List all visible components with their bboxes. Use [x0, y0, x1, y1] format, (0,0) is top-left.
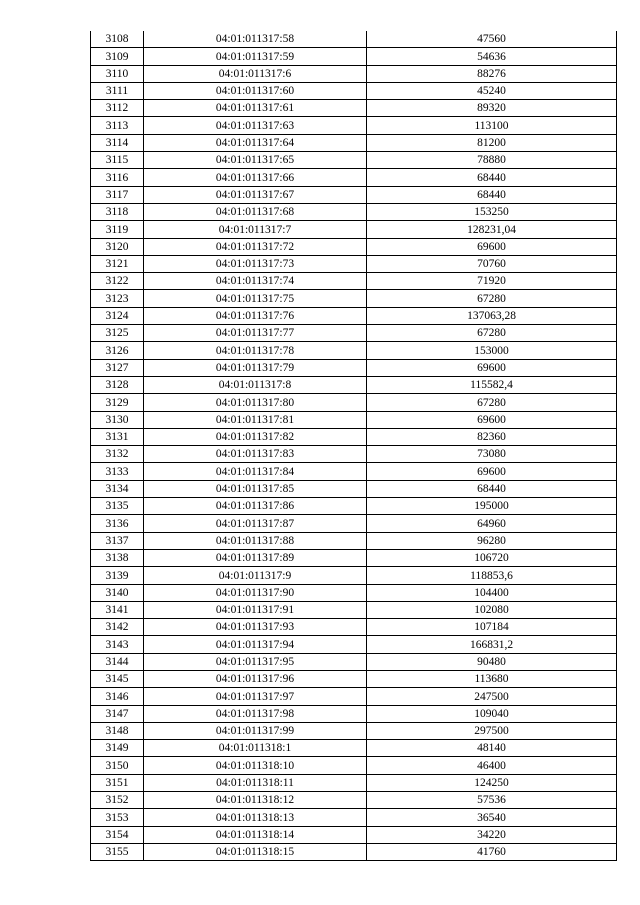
row-number-cell: 3138 — [91, 549, 144, 566]
table-row — [91, 394, 617, 411]
row-number-cell: 3152 — [91, 792, 144, 809]
cadastral-value-cell: 195000 — [367, 498, 617, 515]
row-number-cell: 3145 — [91, 670, 144, 687]
cadastral-value-cell: 153000 — [367, 342, 617, 359]
row-number-cell: 3123 — [91, 290, 144, 307]
row-number-cell: 3132 — [91, 446, 144, 463]
table-row — [91, 515, 617, 532]
cadastral-number-cell: 04:01:011317:97 — [144, 688, 367, 705]
row-number-cell: 3139 — [91, 567, 144, 584]
table-row — [91, 411, 617, 428]
cadastral-number-cell: 04:01:011317:83 — [144, 446, 367, 463]
cadastral-number-cell: 04:01:011317:96 — [144, 670, 367, 687]
cadastral-value-cell: 70760 — [367, 255, 617, 272]
cadastral-value-cell: 124250 — [367, 774, 617, 791]
table-row — [91, 446, 617, 463]
row-number-cell: 3142 — [91, 619, 144, 636]
table-body — [91, 31, 617, 861]
cadastral-value-cell: 82360 — [367, 428, 617, 445]
cadastral-number-cell: 04:01:011318:12 — [144, 792, 367, 809]
cadastral-value-cell: 90480 — [367, 653, 617, 670]
cadastral-value-cell: 113680 — [367, 670, 617, 687]
cadastral-number-cell: 04:01:011317:65 — [144, 152, 367, 169]
cadastral-number-cell: 04:01:011318:15 — [144, 843, 367, 860]
table-row — [91, 567, 617, 584]
table-row — [91, 601, 617, 618]
cadastral-value-cell: 41760 — [367, 843, 617, 860]
row-number-cell: 3122 — [91, 273, 144, 290]
row-number-cell: 3140 — [91, 584, 144, 601]
cadastral-number-cell: 04:01:011317:72 — [144, 238, 367, 255]
cadastral-value-cell: 137063,28 — [367, 307, 617, 324]
table-row — [91, 307, 617, 324]
table-row — [91, 619, 617, 636]
cadastral-value-cell: 67280 — [367, 325, 617, 342]
cadastral-number-cell: 04:01:011317:58 — [144, 31, 367, 48]
cadastral-number-cell: 04:01:011317:74 — [144, 273, 367, 290]
table-row — [91, 65, 617, 82]
row-number-cell: 3144 — [91, 653, 144, 670]
cadastral-number-cell: 04:01:011317:60 — [144, 82, 367, 99]
cadastral-number-cell: 04:01:011317:93 — [144, 619, 367, 636]
cadastral-number-cell: 04:01:011318:1 — [144, 740, 367, 757]
cadastral-number-cell: 04:01:011317:61 — [144, 100, 367, 117]
cadastral-value-cell: 45240 — [367, 82, 617, 99]
cadastral-value-cell: 68440 — [367, 186, 617, 203]
table-row — [91, 428, 617, 445]
cadastral-value-cell: 78880 — [367, 152, 617, 169]
cadastral-number-cell: 04:01:011317:99 — [144, 722, 367, 739]
cadastral-value-cell: 67280 — [367, 394, 617, 411]
cadastral-value-cell: 36540 — [367, 809, 617, 826]
table-row — [91, 809, 617, 826]
cadastral-number-cell: 04:01:011317:80 — [144, 394, 367, 411]
table-row — [91, 463, 617, 480]
table-row — [91, 376, 617, 393]
cadastral-number-cell: 04:01:011317:98 — [144, 705, 367, 722]
row-number-cell: 3109 — [91, 48, 144, 65]
row-number-cell: 3121 — [91, 255, 144, 272]
table-row — [91, 82, 617, 99]
table-row — [91, 359, 617, 376]
row-number-cell: 3147 — [91, 705, 144, 722]
cadastral-number-cell: 04:01:011317:59 — [144, 48, 367, 65]
cadastral-number-cell: 04:01:011317:68 — [144, 203, 367, 220]
row-number-cell: 3130 — [91, 411, 144, 428]
table-row — [91, 826, 617, 843]
row-number-cell: 3141 — [91, 601, 144, 618]
cadastral-value-cell: 106720 — [367, 549, 617, 566]
table-row — [91, 722, 617, 739]
cadastral-number-cell: 04:01:011317:91 — [144, 601, 367, 618]
row-number-cell: 3143 — [91, 636, 144, 653]
cadastral-value-cell: 64960 — [367, 515, 617, 532]
row-number-cell: 3136 — [91, 515, 144, 532]
table-row — [91, 480, 617, 497]
cadastral-number-cell: 04:01:011317:86 — [144, 498, 367, 515]
cadastral-number-cell: 04:01:011317:82 — [144, 428, 367, 445]
row-number-cell: 3112 — [91, 100, 144, 117]
table-row — [91, 325, 617, 342]
row-number-cell: 3131 — [91, 428, 144, 445]
row-number-cell: 3137 — [91, 532, 144, 549]
table-row — [91, 636, 617, 653]
table-row — [91, 273, 617, 290]
row-number-cell: 3124 — [91, 307, 144, 324]
row-number-cell: 3120 — [91, 238, 144, 255]
cadastral-number-cell: 04:01:011317:90 — [144, 584, 367, 601]
table-row — [91, 740, 617, 757]
cadastral-number-cell: 04:01:011317:88 — [144, 532, 367, 549]
table-row — [91, 792, 617, 809]
cadastral-value-table — [90, 31, 617, 861]
table-row — [91, 134, 617, 151]
cadastral-number-cell: 04:01:011317:84 — [144, 463, 367, 480]
row-number-cell: 3134 — [91, 480, 144, 497]
cadastral-number-cell: 04:01:011317:87 — [144, 515, 367, 532]
table-row — [91, 342, 617, 359]
row-number-cell: 3153 — [91, 809, 144, 826]
cadastral-number-cell: 04:01:011318:11 — [144, 774, 367, 791]
table-row — [91, 584, 617, 601]
table-row — [91, 705, 617, 722]
cadastral-number-cell: 04:01:011318:13 — [144, 809, 367, 826]
table-row — [91, 290, 617, 307]
row-number-cell: 3148 — [91, 722, 144, 739]
cadastral-number-cell: 04:01:011317:81 — [144, 411, 367, 428]
cadastral-number-cell: 04:01:011317:64 — [144, 134, 367, 151]
row-number-cell: 3133 — [91, 463, 144, 480]
row-number-cell: 3128 — [91, 376, 144, 393]
cadastral-number-cell: 04:01:011317:79 — [144, 359, 367, 376]
cadastral-number-cell: 04:01:011317:67 — [144, 186, 367, 203]
cadastral-number-cell: 04:01:011317:75 — [144, 290, 367, 307]
table-row — [91, 31, 617, 48]
cadastral-value-cell: 69600 — [367, 238, 617, 255]
row-number-cell: 3114 — [91, 134, 144, 151]
table-row — [91, 169, 617, 186]
row-number-cell: 3151 — [91, 774, 144, 791]
cadastral-number-cell: 04:01:011317:6 — [144, 65, 367, 82]
cadastral-value-cell: 102080 — [367, 601, 617, 618]
row-number-cell: 3110 — [91, 65, 144, 82]
row-number-cell: 3115 — [91, 152, 144, 169]
cadastral-number-cell: 04:01:011317:94 — [144, 636, 367, 653]
table-row — [91, 48, 617, 65]
cadastral-number-cell: 04:01:011317:73 — [144, 255, 367, 272]
row-number-cell: 3111 — [91, 82, 144, 99]
table-row — [91, 670, 617, 687]
cadastral-number-cell: 04:01:011317:76 — [144, 307, 367, 324]
cadastral-number-cell: 04:01:011318:14 — [144, 826, 367, 843]
table-row — [91, 653, 617, 670]
cadastral-number-cell: 04:01:011317:95 — [144, 653, 367, 670]
cadastral-value-cell: 297500 — [367, 722, 617, 739]
row-number-cell: 3154 — [91, 826, 144, 843]
row-number-cell: 3117 — [91, 186, 144, 203]
row-number-cell: 3126 — [91, 342, 144, 359]
table-row — [91, 100, 617, 117]
cadastral-value-cell: 73080 — [367, 446, 617, 463]
cadastral-value-cell: 46400 — [367, 757, 617, 774]
cadastral-value-cell: 54636 — [367, 48, 617, 65]
cadastral-value-cell: 107184 — [367, 619, 617, 636]
cadastral-value-cell: 89320 — [367, 100, 617, 117]
cadastral-number-cell: 04:01:011317:66 — [144, 169, 367, 186]
cadastral-number-cell: 04:01:011317:77 — [144, 325, 367, 342]
table-row — [91, 688, 617, 705]
cadastral-value-cell: 247500 — [367, 688, 617, 705]
cadastral-number-cell: 04:01:011317:8 — [144, 376, 367, 393]
cadastral-value-cell: 48140 — [367, 740, 617, 757]
cadastral-value-cell: 57536 — [367, 792, 617, 809]
table-row — [91, 498, 617, 515]
cadastral-value-cell: 153250 — [367, 203, 617, 220]
cadastral-value-cell: 68440 — [367, 169, 617, 186]
row-number-cell: 3108 — [91, 31, 144, 48]
cadastral-number-cell: 04:01:011317:89 — [144, 549, 367, 566]
cadastral-number-cell: 04:01:011317:78 — [144, 342, 367, 359]
cadastral-value-cell: 88276 — [367, 65, 617, 82]
cadastral-value-cell: 115582,4 — [367, 376, 617, 393]
cadastral-value-cell: 68440 — [367, 480, 617, 497]
cadastral-value-cell: 118853,6 — [367, 567, 617, 584]
cadastral-value-cell: 34220 — [367, 826, 617, 843]
row-number-cell: 3118 — [91, 203, 144, 220]
row-number-cell: 3146 — [91, 688, 144, 705]
row-number-cell: 3127 — [91, 359, 144, 376]
cadastral-number-cell: 04:01:011317:7 — [144, 221, 367, 238]
cadastral-value-cell: 166831,2 — [367, 636, 617, 653]
table-row — [91, 532, 617, 549]
row-number-cell: 3119 — [91, 221, 144, 238]
row-number-cell: 3113 — [91, 117, 144, 134]
cadastral-value-cell: 47560 — [367, 31, 617, 48]
cadastral-value-cell: 81200 — [367, 134, 617, 151]
row-number-cell: 3135 — [91, 498, 144, 515]
cadastral-number-cell: 04:01:011318:10 — [144, 757, 367, 774]
table-row — [91, 255, 617, 272]
table-row — [91, 757, 617, 774]
table-row — [91, 549, 617, 566]
cadastral-value-cell: 69600 — [367, 411, 617, 428]
cadastral-value-cell: 109040 — [367, 705, 617, 722]
table-row — [91, 203, 617, 220]
cadastral-value-cell: 104400 — [367, 584, 617, 601]
cadastral-value-cell: 96280 — [367, 532, 617, 549]
row-number-cell: 3149 — [91, 740, 144, 757]
table-row — [91, 117, 617, 134]
table-row — [91, 238, 617, 255]
cadastral-number-cell: 04:01:011317:63 — [144, 117, 367, 134]
cadastral-value-cell: 69600 — [367, 359, 617, 376]
cadastral-number-cell: 04:01:011317:85 — [144, 480, 367, 497]
table-row — [91, 774, 617, 791]
table-row — [91, 152, 617, 169]
table-row — [91, 843, 617, 860]
cadastral-value-cell: 69600 — [367, 463, 617, 480]
row-number-cell: 3150 — [91, 757, 144, 774]
cadastral-number-cell: 04:01:011317:9 — [144, 567, 367, 584]
row-number-cell: 3125 — [91, 325, 144, 342]
table-row — [91, 221, 617, 238]
row-number-cell: 3155 — [91, 843, 144, 860]
table-row — [91, 186, 617, 203]
row-number-cell: 3129 — [91, 394, 144, 411]
cadastral-value-cell: 113100 — [367, 117, 617, 134]
cadastral-value-cell: 67280 — [367, 290, 617, 307]
cadastral-value-cell: 71920 — [367, 273, 617, 290]
cadastral-value-cell: 128231,04 — [367, 221, 617, 238]
row-number-cell: 3116 — [91, 169, 144, 186]
